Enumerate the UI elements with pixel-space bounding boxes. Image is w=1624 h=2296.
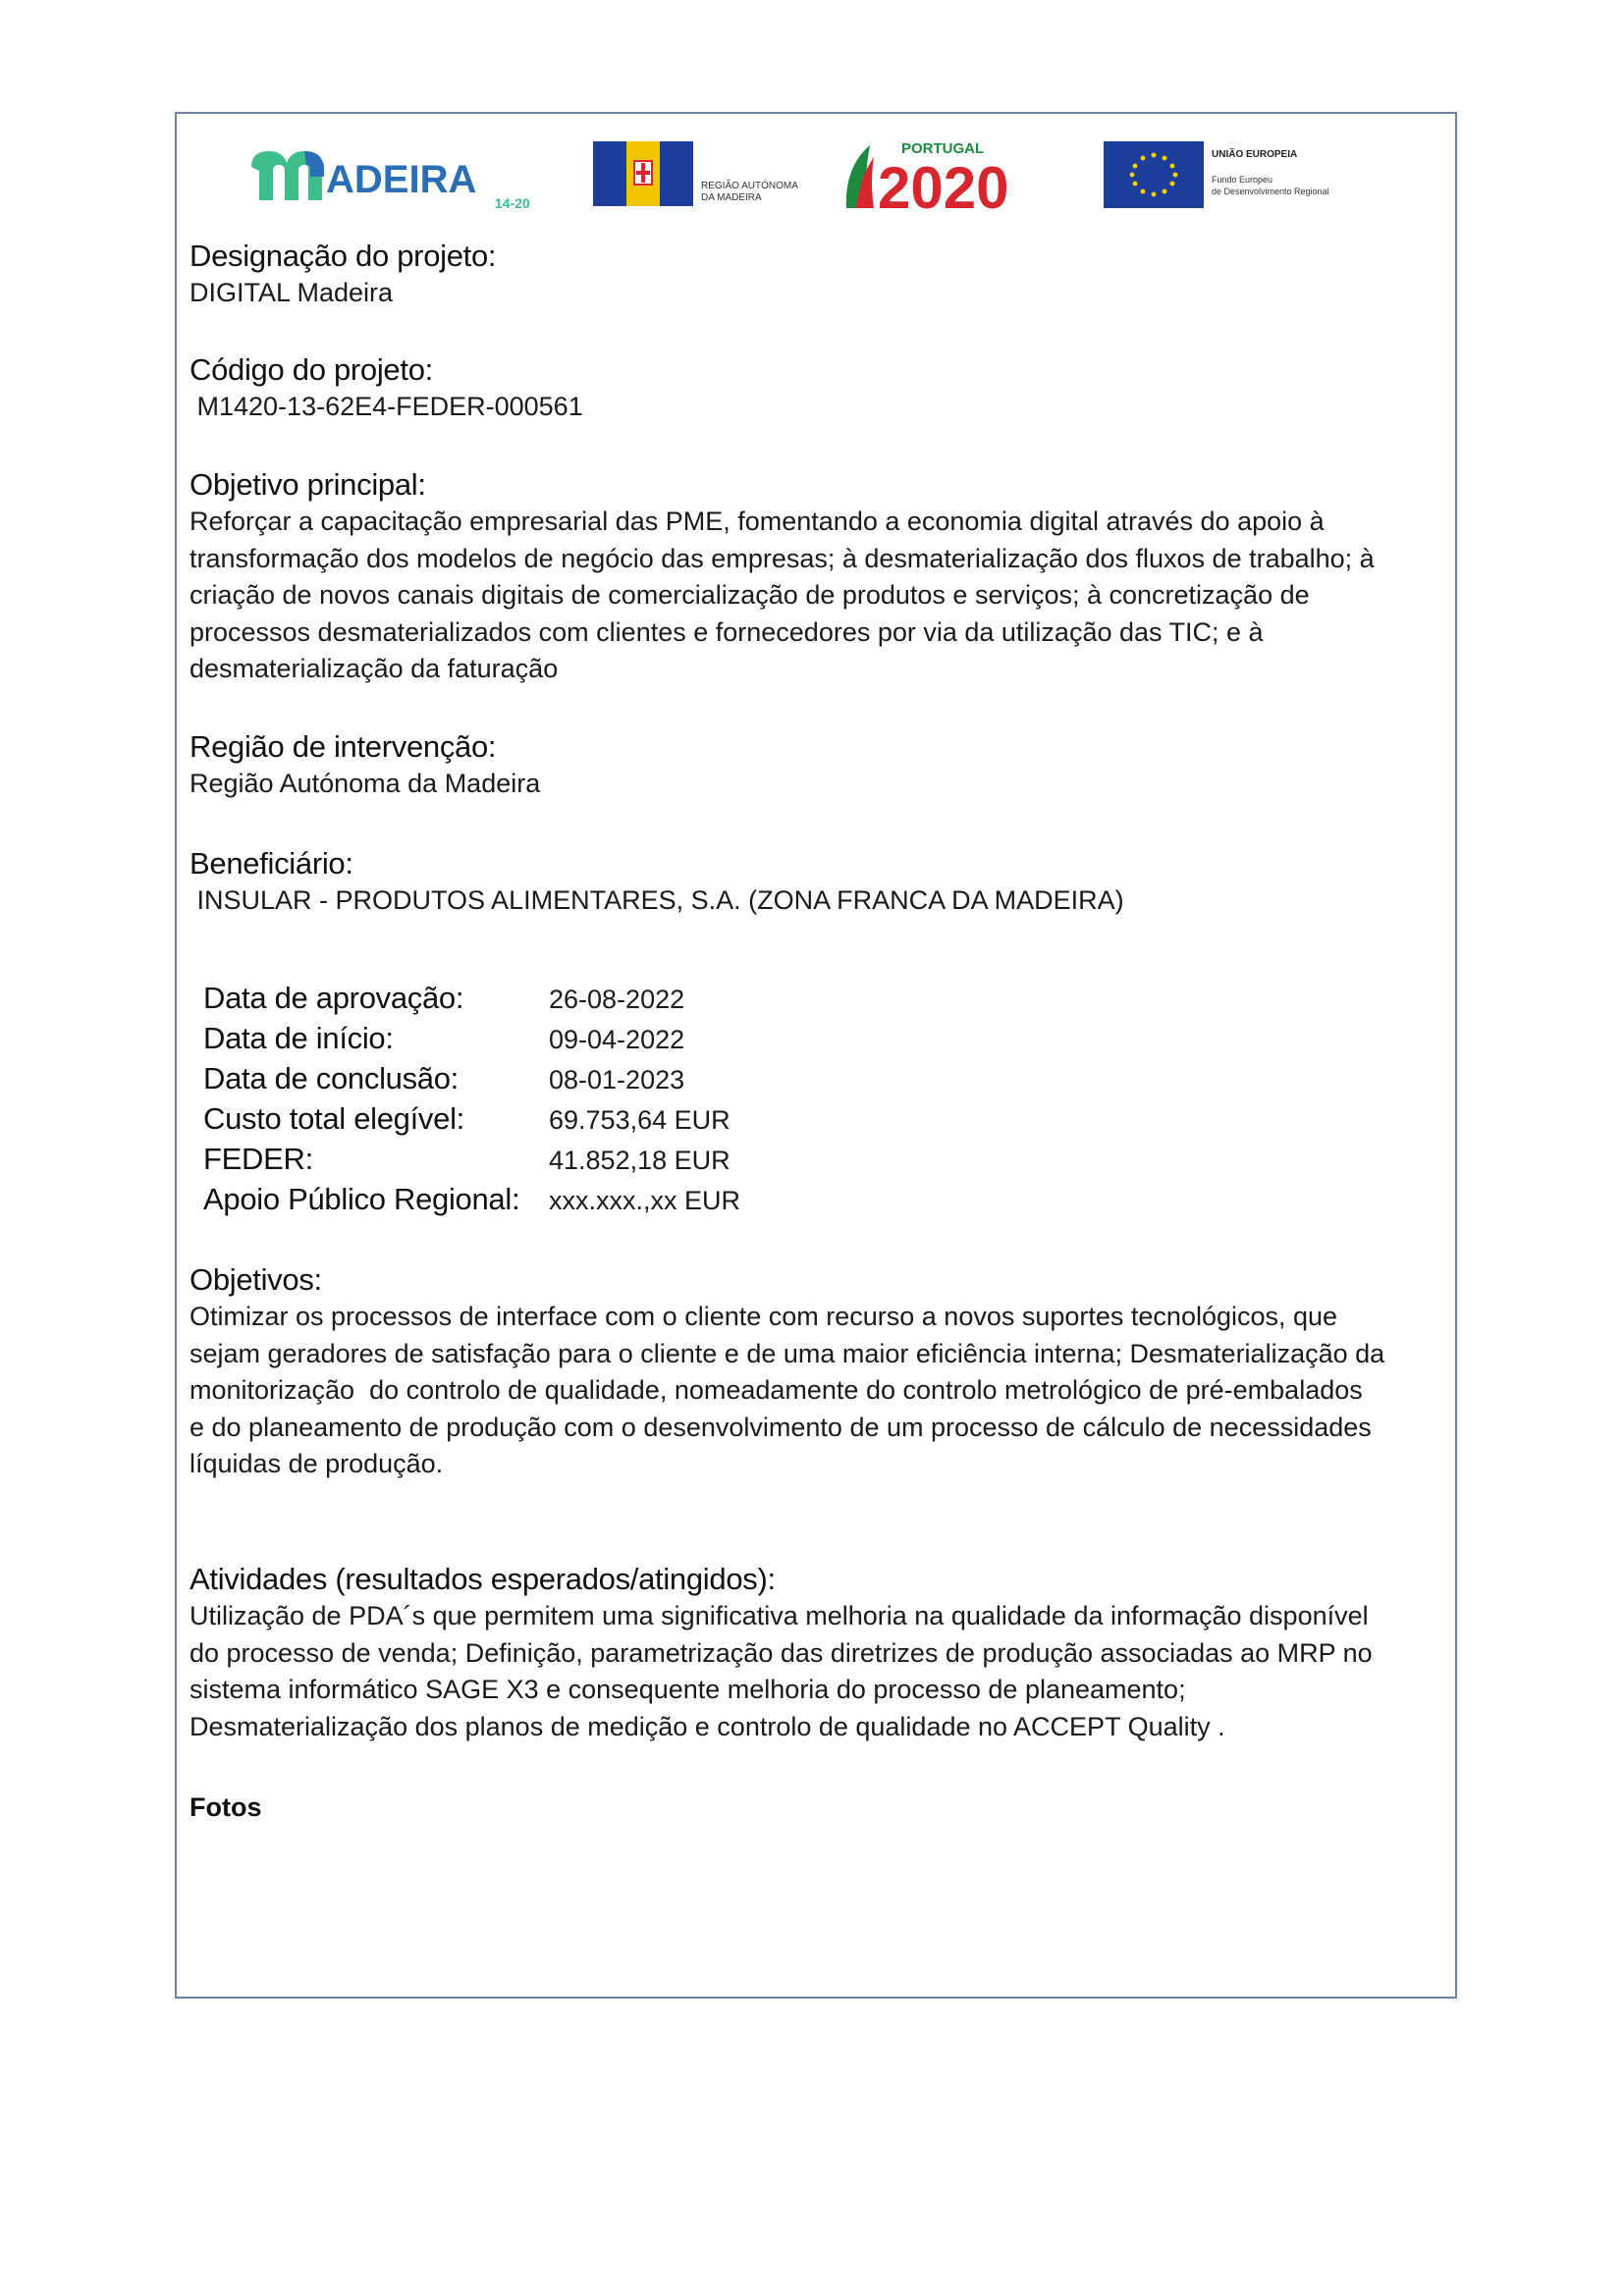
data-conclusao-label: Data de conclusão:	[203, 1061, 459, 1095]
portugal-2020-logo	[844, 137, 1065, 212]
objetivo-principal-line: transformação dos modelos de negócio das empresas; à desmaterialização dos fluxos de trabalho; à	[189, 543, 1375, 573]
data-row	[203, 1141, 891, 1181]
atividades-line: do processo de venda; Definição, parametrização das diretrizes de produção associadas ao MRP no	[189, 1637, 1373, 1668]
madeira-1420-sub: 14-20	[495, 195, 530, 211]
atividades-label: Atividades (resultados esperados/atingidos):	[189, 1562, 776, 1596]
regiao-autonoma-logo	[593, 137, 804, 212]
objetivos-line: e do planeamento de produção com o desenvolvimento de um processo de cálculo de necessidades	[189, 1412, 1372, 1442]
data-conclusao-value: 08-01-2023	[549, 1065, 685, 1095]
apoio-publico-label: Apoio Público Regional:	[203, 1182, 520, 1216]
data-row	[203, 1020, 891, 1060]
eu-line2: de Desenvolvimento Regional	[1212, 187, 1329, 196]
atividades-section	[189, 1561, 1446, 1745]
designacao-label: Designação do projeto:	[189, 239, 497, 273]
objetivo-principal-line: desmaterialização da faturação	[189, 654, 559, 683]
beneficiario-value: INSULAR - PRODUTOS ALIMENTARES, S.A. (ZONA FRANCA DA MADEIRA)	[189, 885, 1124, 915]
data-row	[203, 1100, 891, 1141]
regiao-label: Região de intervenção:	[189, 729, 497, 764]
logos-bar	[247, 137, 1367, 212]
regiao-value: Região Autónoma da Madeira	[189, 769, 541, 798]
portugal-label: PORTUGAL	[901, 140, 985, 157]
objetivos-line: Otimizar os processos de interface com o cliente com recurso a novos suportes tecnológicos, que	[189, 1302, 1338, 1331]
portugal-year: 2020	[878, 155, 1009, 212]
objetivos-section	[189, 1261, 1446, 1483]
regiao-logo-line1: REGIÃO AUTÓNOMA	[701, 181, 798, 191]
madeira-wordmark: ADEIRA	[326, 158, 477, 201]
data-row	[203, 1060, 891, 1100]
custo-total-value: 69.753,64 EUR	[549, 1105, 731, 1135]
regiao-section	[189, 728, 1446, 803]
data-inicio-value: 09-04-2022	[549, 1025, 685, 1054]
objetivos-line: monitorização do controlo de qualidade, nomeadamente do controlo metrológico de pré-embalados	[189, 1375, 1363, 1405]
eu-feder-logo	[1104, 137, 1367, 212]
designacao-value: DIGITAL Madeira	[189, 278, 394, 307]
madeira-1420-logo	[247, 137, 550, 212]
data-row	[203, 1181, 891, 1221]
objetivo-principal-label: Objetivo principal:	[189, 467, 426, 502]
data-aprovacao-label: Data de aprovação:	[203, 981, 464, 1015]
codigo-section	[189, 351, 1446, 426]
data-row	[203, 980, 891, 1020]
regiao-logo-line2: DA MADEIRA	[701, 192, 762, 203]
eu-line1: Fundo Europeu	[1212, 175, 1273, 185]
beneficiario-section	[189, 845, 1446, 920]
atividades-line: Utilização de PDA´s que permitem uma significativa melhoria na qualidade da informação disponível	[189, 1601, 1369, 1630]
designacao-section	[189, 238, 1446, 312]
codigo-value: M1420-13-62E4-FEDER-000561	[189, 392, 583, 421]
objetivo-principal-line: Reforçar a capacitação empresarial das PME, fomentando a economia digital através do apoio à	[189, 507, 1325, 536]
feder-value: 41.852,18 EUR	[549, 1146, 731, 1175]
project-data-table	[203, 980, 891, 1221]
eu-title: UNIÃO EUROPEIA	[1212, 149, 1298, 160]
beneficiario-label: Beneficiário:	[189, 846, 353, 881]
apoio-publico-value: xxx.xxx.,xx EUR	[549, 1186, 741, 1215]
objetivo-principal-line: criação de novos canais digitais de comercialização de produtos e serviços; à concretização de	[189, 580, 1310, 610]
data-aprovacao-value: 26-08-2022	[549, 985, 685, 1014]
objetivos-line: sejam geradores de satisfação para o cliente e de uma maior eficiência interna; Desmaterialização da	[189, 1338, 1385, 1368]
atividades-line: sistema informático SAGE X3 e consequente melhoria do processo de planeamento;	[189, 1675, 1186, 1704]
fotos-label: Fotos	[189, 1792, 262, 1822]
eu-flag-icon	[1104, 141, 1204, 208]
feder-label: FEDER:	[203, 1142, 313, 1176]
objetivos-label: Objetivos:	[189, 1262, 322, 1297]
custo-total-label: Custo total elegível:	[203, 1101, 464, 1136]
atividades-line: Desmaterialização dos planos de medição e controlo de qualidade no ACCEPT Quality .	[189, 1711, 1225, 1741]
data-inicio-label: Data de início:	[203, 1021, 394, 1055]
objetivo-principal-section	[189, 466, 1446, 688]
codigo-label: Código do projeto:	[189, 352, 433, 387]
fotos-section	[189, 1789, 1446, 1825]
objetivos-line: líquidas de produção.	[189, 1449, 444, 1478]
objetivo-principal-line: processos desmaterializados com clientes e fornecedores por via da utilização das TIC; e à	[189, 616, 1264, 647]
